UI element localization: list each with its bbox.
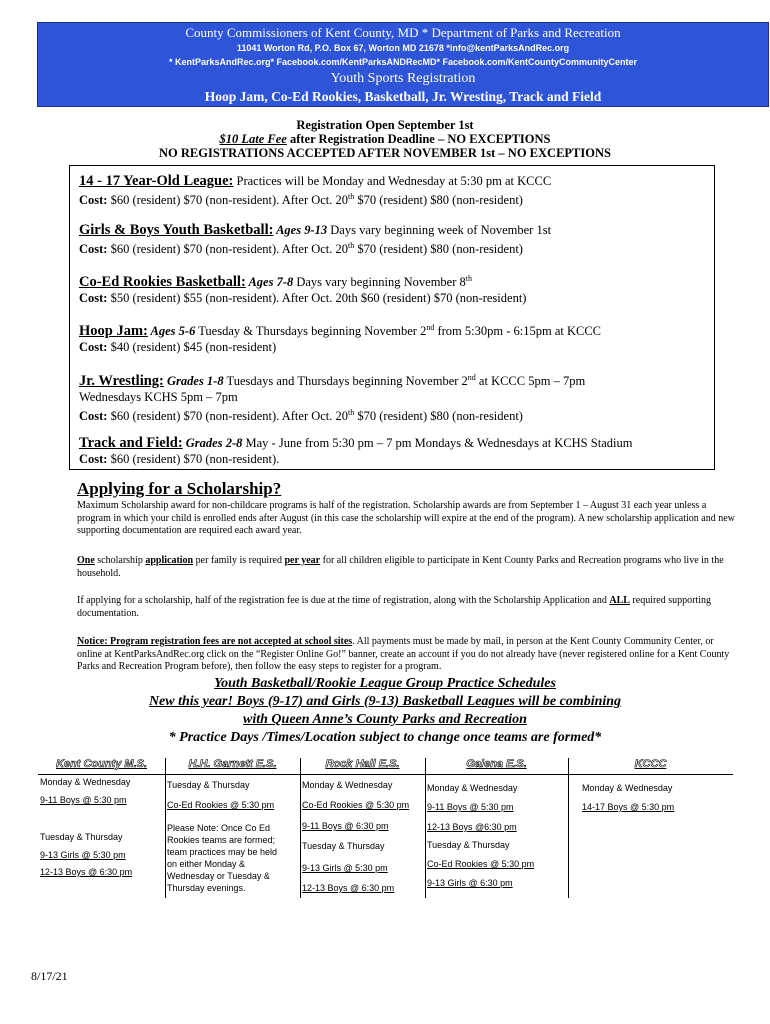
column-header: H.H. Garnett E.S. <box>188 758 277 770</box>
department-title: County Commissioners of Kent County, MD * Department of Parks and Recreation <box>185 25 621 40</box>
scholarship-heading: Applying for a Scholarship? <box>77 479 282 498</box>
footer-date: 8/17/21 <box>31 969 68 983</box>
schedule-combining-note: New this year! Boys (9-17) and Girls (9-13) Basketball Leagues will be combining <box>148 694 622 709</box>
scholarship-notice: Notice: Program registration fees are not accepted at school sites. All payments must be made by mail, in person at the Kent County Community Center, or online at KentParksAndRec.org click on the “Register Online Go!” banner, create an account if you do not already have (never registered online for a Kent County Parks and Recreation Program before), then follow the easy steps to register for a program. <box>77 636 730 673</box>
column-galena-es: Galena E.S. Monday & Wednesday 9-11 Boys @ 5:30 pm 12-13 Boys @6:30 pm Tuesday & Thursday Co-Ed Rookies @ 5:30 pm 9-13 Girls @ 6:30 pm <box>425 758 568 898</box>
web-links-line: * KentParksAndRec.org* Facebook.com/KentParksANDRecMD* Facebook.com/KentCountyCommunityCenter <box>168 57 638 67</box>
program-jr-wrestling: Jr. Wrestling: Grades 1-8 Tuesdays and Thursdays beginning November 2nd at KCCC 5pm – 7pm Wednesdays KCHS 5pm – 7pm Cost: $60 (resident) $70 (non-resident). After Oct. 20th $70 (resident) $80 (non-resident) <box>79 373 586 424</box>
column-header: Galena E.S. <box>466 758 527 770</box>
scholarship-paragraph-2: One scholarship application per family is required per year for all children eligible to participate in Kent County Parks and Recreation programs who live in the household. <box>77 555 724 579</box>
schedule-queen-annes: with Queen Anne’s County Parks and Recreation <box>243 712 527 727</box>
column-header: KCCC <box>634 758 667 770</box>
program-youth-basketball: Girls & Boys Youth Basketball: Ages 9-13 Days vary beginning week of November 1st Cost: $60 (resident) $70 (non-resident). After Oct. 20th $70 (resident) $80 (non-resident) <box>79 222 552 257</box>
program-track-field: Track and Field: Grades 2-8 May - June from 5:30 pm – 7 pm Mondays & Wednesdays at KCHS Stadium Cost: $60 (resident) $70 (non-resident). <box>79 435 633 466</box>
column-kccc: KCCC Monday & Wednesday 14-17 Boys @ 5:30 pm <box>568 758 733 898</box>
late-fee: $10 Late Fee <box>219 132 287 146</box>
registration-open: Registration Open September 1st <box>296 118 474 132</box>
schedule-disclaimer: * Practice Days /Times/Location subject to change once teams are formed* <box>168 730 602 745</box>
column-kent-county-ms: Kent County M.S. Monday & Wednesday 9-11 Boys @ 5:30 pm Tuesday & Thursday 9-13 Girls @ 5:30 pm 12-13 Boys @ 6:30 pm <box>38 758 165 898</box>
program-coed-rookies: Co-Ed Rookies Basketball: Ages 7-8 Days vary beginning November 8th Cost: $50 (resident) $55 (non-resident). After Oct. 20th $60 (resident) $70 (non-resident) <box>79 274 527 306</box>
scholarship-paragraph-1: Maximum Scholarship award for non-childcare programs is half of the registration. Scholarship awards are from September 1 – August 31 each year unless a program in which your child is enrolled ends after August (in this case the scholarship will expire at the end of the program). A new scholarship application and new supporting documentation are required each award year. <box>77 500 735 537</box>
header-banner <box>37 22 769 107</box>
program-14-17-league: 14 - 17 Year-Old League: Practices will be Monday and Wednesday at 5:30 pm at KCCC Cost: $60 (resident) $70 (non-resident). After Oct. 20th $70 (resident) $80 (non-resident) <box>79 173 552 208</box>
registration-deadline: NO REGISTRATIONS ACCEPTED AFTER NOVEMBER 1st – NO EXCEPTIONS <box>159 146 611 160</box>
schedule-title: Youth Basketball/Rookie League Group Practice Schedules <box>214 676 556 691</box>
sports-list: Hoop Jam, Co-Ed Rookies, Basketball, Jr. Wresting, Track and Field <box>204 89 602 104</box>
column-hh-garnett-es: H.H. Garnett E.S. Tuesday & Thursday Co-Ed Rookies @ 5:30 pm Please Note: Once Co Ed Rookies teams are formed; team practices may be held on either Monday & Wednesday or Tuesday & Thursday evenings. <box>165 758 300 898</box>
column-header: Rock Hall E.S. <box>325 758 400 770</box>
column-header: Kent County M.S. <box>55 758 148 770</box>
address-line: 11041 Worton Rd, P.O. Box 67, Worton MD 21678 *info@kentParksAndRec.org <box>236 43 570 53</box>
scholarship-paragraph-3: If applying for a scholarship, half of the registration fee is due at the time of registration, along with the Scholarship Application and ALL required supporting documentation. <box>77 595 712 619</box>
practice-schedule-table <box>38 758 733 898</box>
program-hoop-jam: Hoop Jam: Ages 5-6 Tuesday & Thursdays beginning November 2nd from 5:30pm - 6:15pm at KCCC Cost: $40 (resident) $45 (non-resident) <box>79 323 602 355</box>
late-fee-line: $10 Late Fee after Registration Deadline – NO EXCEPTIONS <box>219 132 551 146</box>
registration-title: Youth Sports Registration <box>330 71 476 86</box>
column-rock-hall-es: Rock Hall E.S. Monday & Wednesday Co-Ed Rookies @ 5:30 pm 9-11 Boys @ 6:30 pm Tuesday & Thursday 9-13 Girls @ 5:30 pm 12-13 Boys @ 6:30 pm <box>300 758 425 898</box>
